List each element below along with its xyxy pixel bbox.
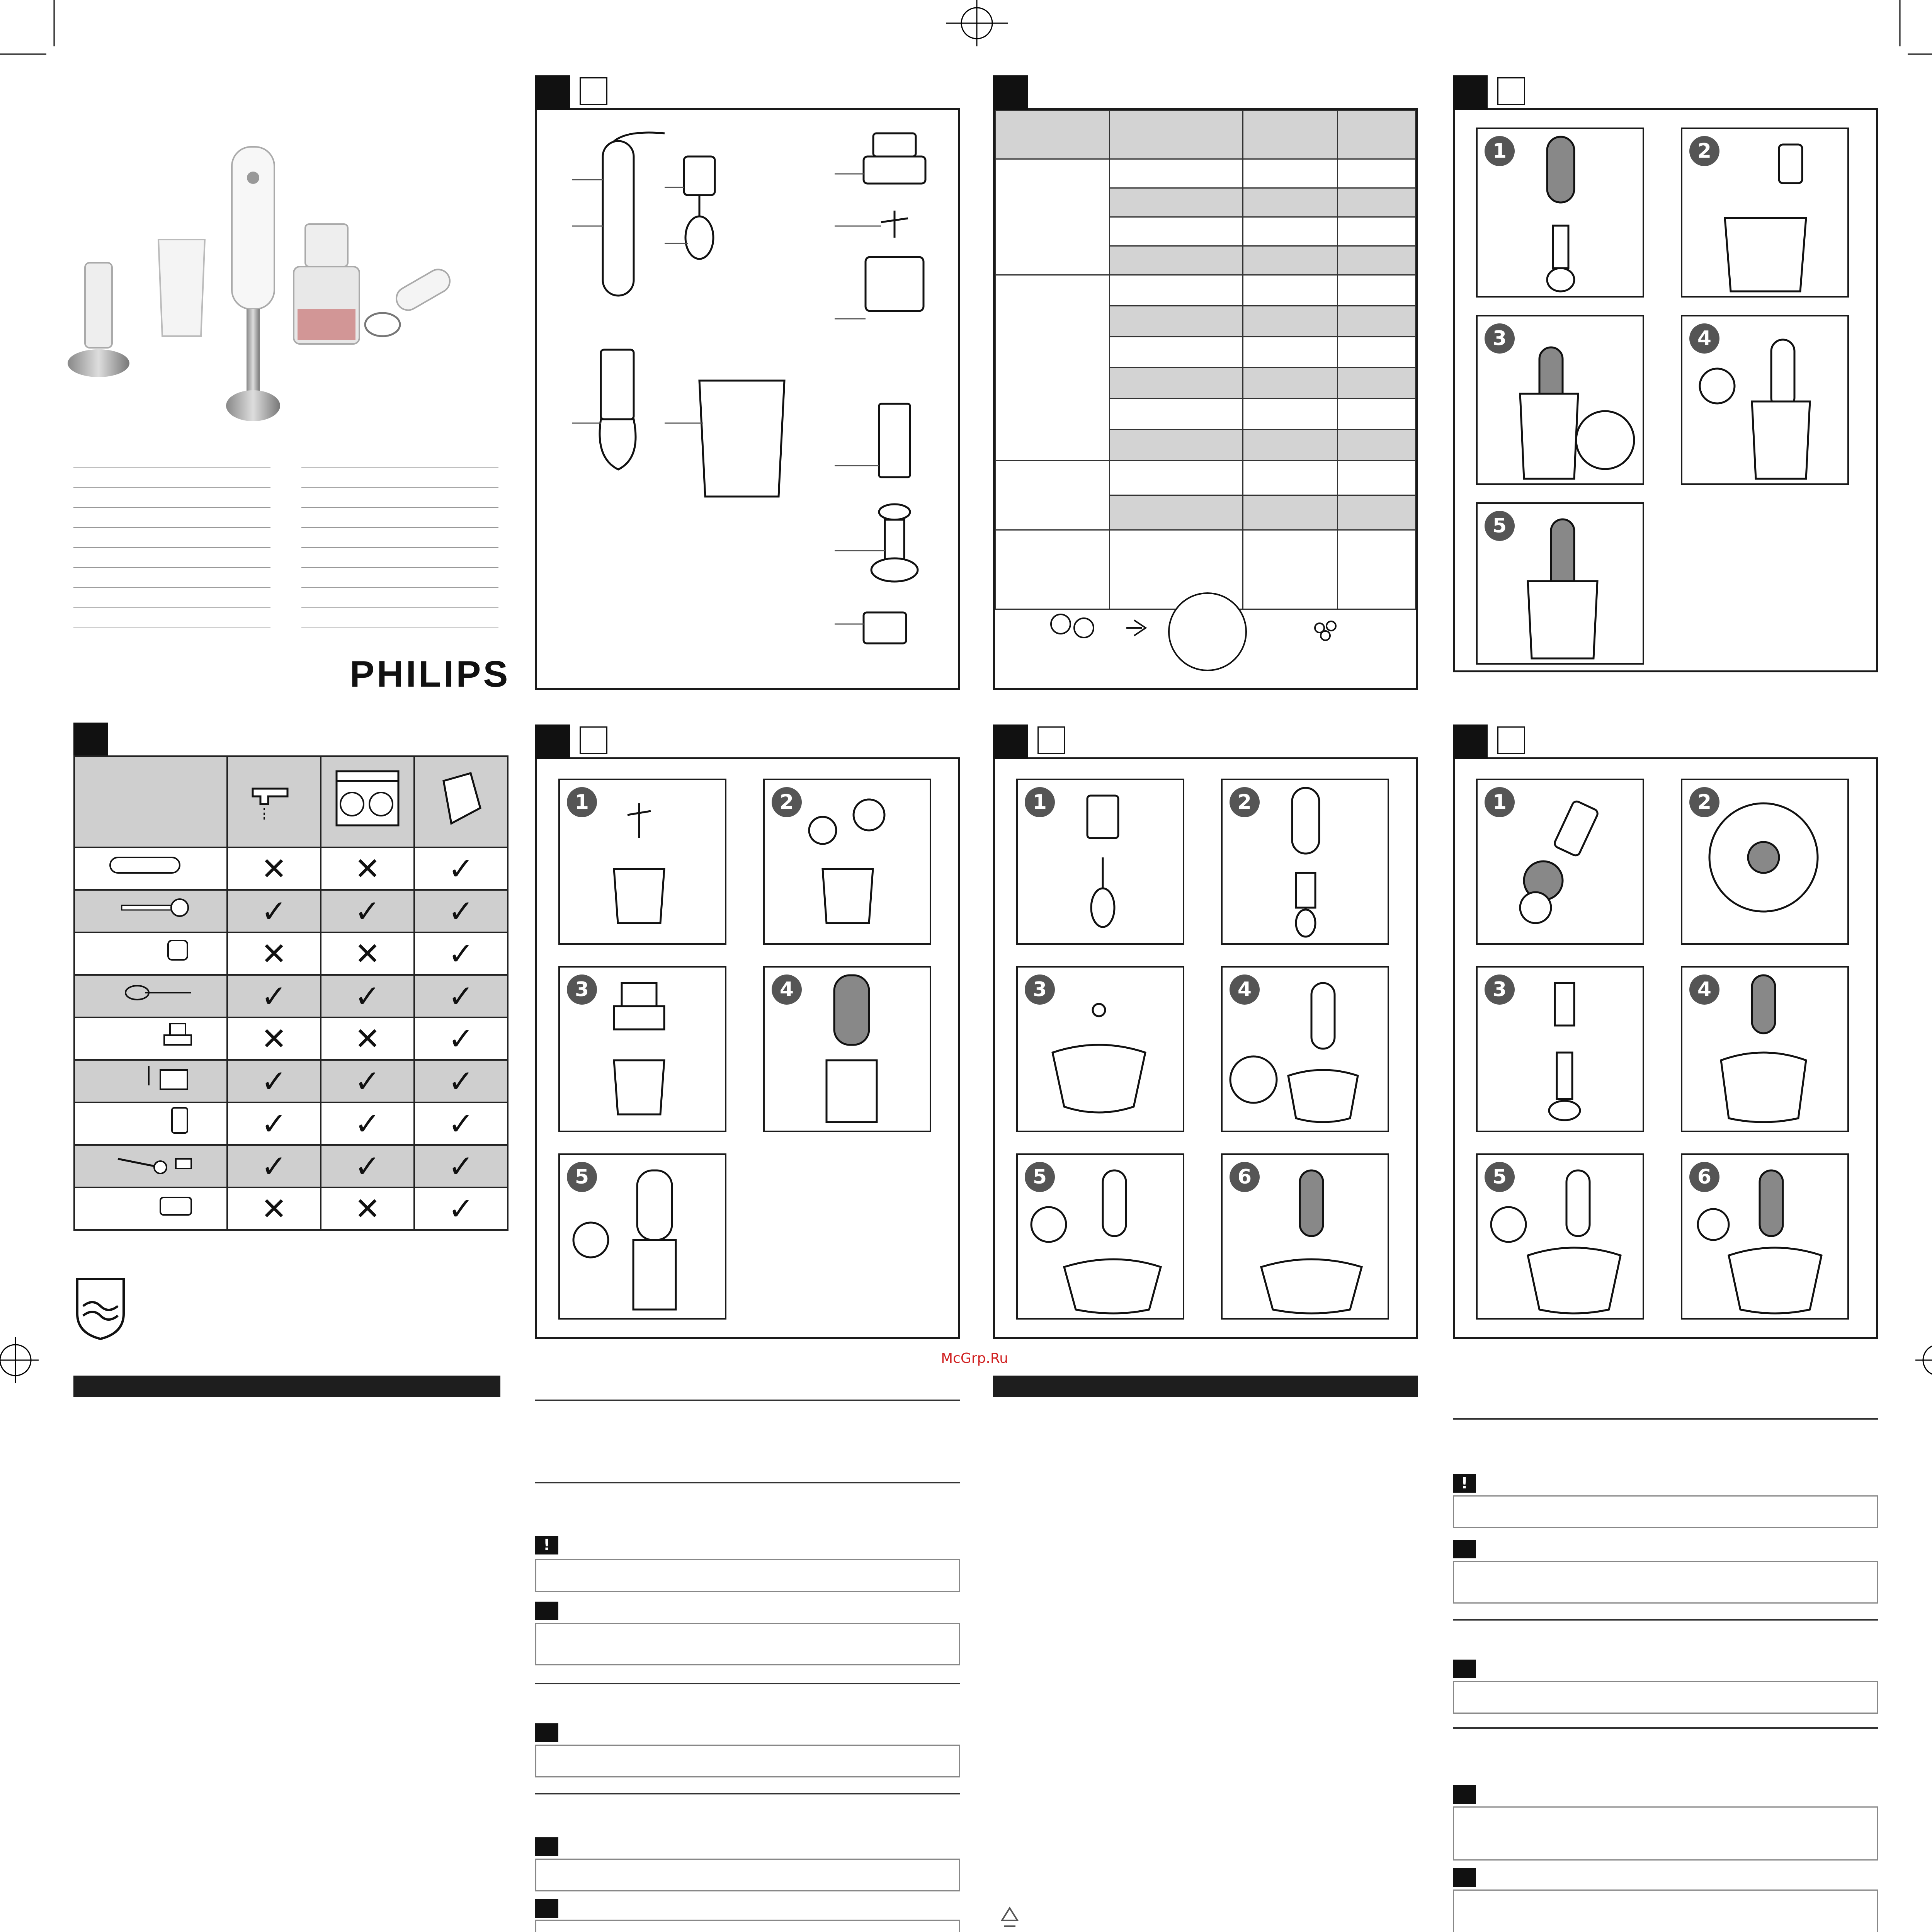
note-box	[535, 1623, 960, 1665]
processing-table	[995, 110, 1416, 610]
mark: ✓	[227, 1060, 321, 1102]
overview-panel	[535, 108, 960, 690]
note-box	[1453, 1806, 1878, 1861]
mash-section-tab	[1453, 724, 1488, 759]
cloth-icon	[414, 756, 508, 847]
box-icon	[580, 77, 607, 105]
mark: ✕	[227, 1017, 321, 1060]
divider	[535, 1793, 960, 1794]
blend-steps-panel	[1453, 108, 1878, 672]
whisk-step-1: 1	[1016, 779, 1184, 945]
note-icon	[1453, 1785, 1476, 1804]
part-masher-icon	[74, 1145, 227, 1187]
blend-section-tab	[1453, 75, 1488, 110]
mash-step-1: 1	[1476, 779, 1644, 945]
mark: ✓	[321, 1060, 414, 1102]
blend-step-3: 3	[1476, 315, 1644, 485]
mark: ✓	[414, 847, 508, 890]
part-beaker-icon	[74, 1102, 227, 1145]
processing-section-tab	[993, 75, 1028, 110]
whisk-icon	[1037, 726, 1065, 754]
note-icon	[1453, 1540, 1476, 1558]
chop-step-3: 3	[558, 966, 726, 1132]
note-box	[1453, 1561, 1878, 1604]
mark: ✓	[227, 975, 321, 1017]
part-chopper-bowl-icon	[74, 1060, 227, 1102]
chop-section-tab	[535, 724, 570, 759]
divider	[535, 1683, 960, 1684]
mark: ✓	[227, 1145, 321, 1187]
mark: ✓	[414, 975, 508, 1017]
note-icon	[535, 1602, 558, 1620]
section-bar	[993, 1376, 1418, 1397]
note-box	[535, 1859, 960, 1891]
mark: ✓	[321, 890, 414, 932]
processing-table-panel	[993, 108, 1418, 690]
mark: ✓	[414, 890, 508, 932]
mash-steps-panel	[1453, 757, 1878, 1339]
mark: ✓	[321, 1102, 414, 1145]
whisk-step-2: 2	[1221, 779, 1389, 945]
watermark-text: McGrp.Ru	[941, 1350, 1009, 1366]
tip-box	[535, 1745, 960, 1777]
part-whisk-icon	[74, 975, 227, 1017]
mark: ✕	[321, 932, 414, 975]
mash-step-5: 5	[1476, 1153, 1644, 1320]
whisk-step-4: 4	[1221, 966, 1389, 1132]
tap-icon	[227, 756, 321, 847]
mark: ✕	[321, 1187, 414, 1230]
part-coupling-icon	[74, 932, 227, 975]
overview-section-tab	[535, 75, 570, 110]
mark: ✓	[227, 1102, 321, 1145]
mark: ✓	[321, 975, 414, 1017]
mark: ✓	[414, 932, 508, 975]
mark: ✕	[321, 847, 414, 890]
mark: ✓	[321, 1145, 414, 1187]
mash-step-6: 6	[1681, 1153, 1849, 1320]
cleaning-table	[73, 755, 509, 1231]
mash-step-3: 3	[1476, 966, 1644, 1132]
philips-shield-icon	[73, 1275, 128, 1341]
divider	[535, 1482, 960, 1483]
chop-step-1: 1	[558, 779, 726, 945]
divider	[1453, 1727, 1878, 1729]
divider	[1453, 1418, 1878, 1420]
warning-box	[535, 1559, 960, 1592]
mark: ✓	[414, 1017, 508, 1060]
section-bar	[73, 1376, 500, 1397]
whisk-step-6: 6	[1221, 1153, 1389, 1320]
whisk-steps-panel	[993, 757, 1418, 1339]
mash-step-2: 2	[1681, 779, 1849, 945]
mark: ✕	[227, 847, 321, 890]
chop-steps-panel	[535, 757, 960, 1339]
warning-icon: !	[1453, 1474, 1476, 1493]
part-blender-bar-icon	[74, 890, 227, 932]
mark: ✓	[227, 890, 321, 932]
mark: ✕	[227, 932, 321, 975]
part-chopper-lid-icon	[74, 1017, 227, 1060]
warning-box	[1453, 1495, 1878, 1528]
tip-icon	[1453, 1660, 1476, 1678]
dishwasher-icon	[321, 756, 414, 847]
blend-step-1: 1	[1476, 128, 1644, 298]
mark: ✕	[321, 1017, 414, 1060]
product-photo	[62, 124, 487, 433]
divider	[1453, 1619, 1878, 1621]
part-motor-unit-icon	[74, 847, 227, 890]
mark: ✓	[414, 1187, 508, 1230]
masher-icon	[1497, 726, 1525, 754]
tip-icon	[1453, 1868, 1476, 1887]
whisk-section-tab	[993, 724, 1028, 759]
blend-step-4: 4	[1681, 315, 1849, 485]
cleaning-header-blank	[74, 756, 227, 847]
mark: ✕	[227, 1187, 321, 1230]
blend-step-2: 2	[1681, 128, 1849, 298]
tip-box	[535, 1920, 960, 1932]
tip-icon	[535, 1723, 558, 1742]
whisk-step-3: 3	[1016, 966, 1184, 1132]
tip-icon	[535, 1899, 558, 1918]
brand-logo: PHILIPS	[350, 653, 510, 695]
mash-step-4: 4	[1681, 966, 1849, 1132]
mark: ✓	[414, 1145, 508, 1187]
recycle-icon	[996, 1905, 1023, 1932]
mark: ✓	[414, 1060, 508, 1102]
chopper-icon	[580, 726, 607, 754]
chop-step-2: 2	[763, 779, 931, 945]
mark: ✓	[414, 1102, 508, 1145]
chop-step-4: 4	[763, 966, 931, 1132]
chop-step-5: 5	[558, 1153, 726, 1320]
warning-icon: !	[535, 1536, 558, 1554]
blender-icon	[1497, 77, 1525, 105]
tip-box	[1453, 1889, 1878, 1932]
divider	[535, 1400, 960, 1401]
tip-box	[1453, 1681, 1878, 1714]
part-masher-shaft-icon	[74, 1187, 227, 1230]
note-icon	[535, 1837, 558, 1856]
whisk-step-5: 5	[1016, 1153, 1184, 1320]
cleaning-section-tab	[73, 723, 108, 757]
blend-step-5: 5	[1476, 502, 1644, 665]
